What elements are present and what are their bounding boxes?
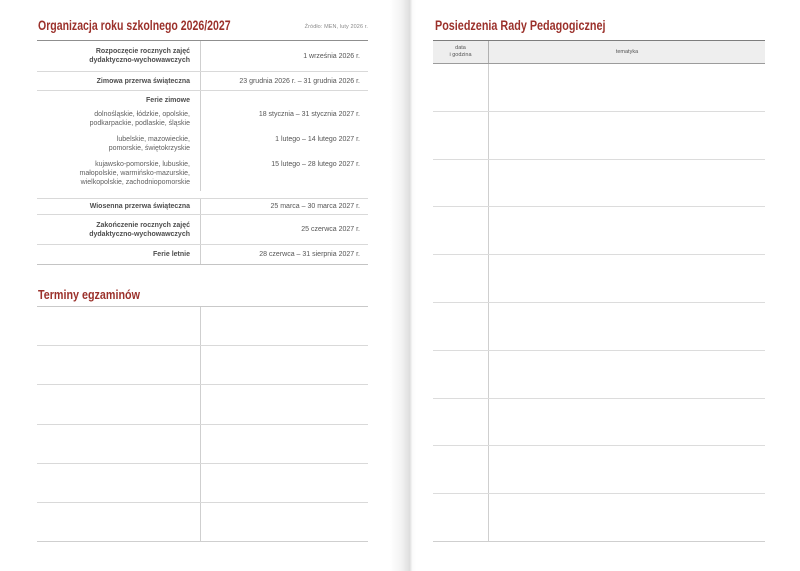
row-label-line: dydaktyczno-wychowawczych: [89, 57, 190, 64]
topic-column-header: tematyka: [488, 41, 765, 63]
schedule-row-ferie-letnie: [37, 245, 368, 265]
meeting-row: [433, 494, 765, 542]
row-label: Ferie letnie: [153, 251, 190, 258]
row-date: 25 czerwca 2027 r.: [301, 226, 360, 233]
row-date: 25 marca – 30 marca 2027 r.: [270, 203, 360, 210]
left-page-title: [38, 18, 285, 33]
region-group-cell: [37, 107, 200, 132]
exam-section-title-text: Terminy egzaminów: [38, 288, 140, 302]
exam-row-value-cell: [200, 307, 368, 345]
row-label-cell: [37, 199, 200, 214]
exam-row-label-cell: [37, 346, 200, 384]
schedule-row-wiosenna-przerwa: [37, 199, 368, 215]
row-label: Zimowa przerwa świąteczna: [96, 77, 190, 85]
row-label-line: Zakończenie rocznych zajęć: [96, 221, 190, 229]
meetings-table: [433, 40, 765, 542]
region-date-cell: [200, 107, 368, 132]
region-date-cell: [200, 157, 368, 191]
right-page-title-text: Posiedzenia Rady Pedagogicznej: [435, 18, 606, 33]
region-date-cell: [200, 132, 368, 157]
region-date: 15 lutego – 28 lutego 2027 r.: [271, 161, 360, 168]
left-page: [37, 0, 368, 571]
meeting-topic-cell: [488, 207, 765, 254]
meeting-date-cell: [433, 207, 488, 254]
winter-break-header-empty-cell: [200, 91, 368, 107]
region-line: dolnośląskie, łódzkie, opolskie,: [94, 111, 190, 118]
meeting-row: [433, 64, 765, 112]
row-label-cell: [37, 215, 200, 244]
exam-row-value-cell: [200, 503, 368, 541]
exam-table-row: [37, 346, 368, 385]
exam-section-title: [38, 288, 157, 302]
meeting-topic-cell: [488, 64, 765, 111]
winter-break-header-cell: [37, 91, 200, 107]
region-line: wielkopolskie, zachodniopomorskie: [80, 179, 190, 186]
source-note: Źródło: MEN, luty 2026 r.: [304, 24, 368, 30]
row-date: 28 czerwca – 31 sierpnia 2027 r.: [259, 251, 360, 258]
winter-break-header: Ferie zimowe: [146, 97, 190, 104]
meeting-topic-cell: [488, 351, 765, 398]
exam-row-value-cell: [200, 385, 368, 423]
exam-row-label-cell: [37, 503, 200, 541]
region-group-row: [37, 157, 368, 191]
exam-table-row: [37, 385, 368, 424]
region-line: lubelskie, mazowieckie,: [116, 136, 190, 143]
row-date: 1 września 2026 r.: [303, 52, 360, 60]
region-date: 18 stycznia – 31 stycznia 2027 r.: [258, 111, 360, 118]
row-label: Wiosenna przerwa świąteczna: [89, 203, 190, 210]
meeting-date-cell: [433, 446, 488, 493]
region-line: pomorskie, świętokrzyskie: [108, 145, 190, 152]
exam-row-label-cell: [37, 307, 200, 345]
row-date-cell: [200, 215, 368, 244]
region-group-row: [37, 132, 368, 157]
meetings-table-body: [433, 64, 765, 542]
exam-table-row: [37, 464, 368, 503]
region-line: małopolskie, warmińsko-mazurskie,: [79, 170, 190, 177]
exam-row-value-cell: [200, 425, 368, 463]
row-date-cell: [200, 245, 368, 264]
region-group-cell: [37, 132, 200, 157]
exam-row-value-cell: [200, 464, 368, 502]
meeting-row: [433, 255, 765, 303]
date-time-header-line: i godzina: [449, 52, 472, 58]
meeting-row: [433, 112, 765, 160]
row-label-cell: [37, 72, 200, 90]
row-label-cell: [37, 245, 200, 264]
exam-row-label-cell: [37, 464, 200, 502]
region-group-cell: [37, 157, 200, 191]
row-date-cell: [200, 199, 368, 214]
meeting-topic-cell: [488, 399, 765, 446]
meeting-date-cell: [433, 255, 488, 302]
row-label-cell: [37, 41, 200, 71]
meeting-topic-cell: [488, 255, 765, 302]
meeting-topic-cell: [488, 160, 765, 207]
date-time-column-header: [433, 41, 488, 63]
region-line: kujawsko-pomorskie, lubuskie,: [95, 161, 190, 168]
meeting-date-cell: [433, 303, 488, 350]
meeting-date-cell: [433, 494, 488, 541]
date-time-header-line: data: [455, 45, 466, 51]
meeting-row: [433, 351, 765, 399]
row-label-line: Rozpoczęcie rocznych zajęć: [95, 48, 190, 55]
meeting-row: [433, 160, 765, 208]
exam-row-label-cell: [37, 425, 200, 463]
row-date-cell: [200, 72, 368, 90]
region-date: 1 lutego – 14 lutego 2027 r.: [275, 136, 360, 143]
meeting-date-cell: [433, 160, 488, 207]
right-page-title: [435, 18, 648, 33]
exam-table-row: [37, 503, 368, 542]
page-gutter-shadow: [390, 0, 416, 571]
meeting-topic-cell: [488, 303, 765, 350]
exam-table-row: [37, 425, 368, 464]
region-group-row: [37, 107, 368, 132]
schedule-row-rozpoczecie: [37, 41, 368, 72]
meeting-topic-cell: [488, 494, 765, 541]
row-date-cell: [200, 41, 368, 71]
winter-break-header-row: [37, 91, 368, 107]
exam-row-value-cell: [200, 346, 368, 384]
row-label-line: dydaktyczno-wychowawczych: [89, 230, 190, 238]
meetings-header-row: [433, 40, 765, 64]
left-page-title-text: Organizacja roku szkolnego 2026/2027: [38, 18, 231, 33]
region-line: podkarpackie, podlaskie, śląskie: [89, 120, 190, 127]
meeting-row: [433, 399, 765, 447]
meeting-date-cell: [433, 64, 488, 111]
school-year-schedule-table: [37, 40, 368, 265]
meeting-date-cell: [433, 351, 488, 398]
meeting-date-cell: [433, 112, 488, 159]
meeting-row: [433, 446, 765, 494]
right-page: [433, 0, 765, 571]
schedule-row-zakonczenie: [37, 215, 368, 245]
meeting-date-cell: [433, 399, 488, 446]
exam-table-row: [37, 307, 368, 346]
schedule-row-ferie-zimowe: [37, 91, 368, 199]
meeting-topic-cell: [488, 446, 765, 493]
meeting-row: [433, 207, 765, 255]
meeting-row: [433, 303, 765, 351]
schedule-row-zimowa-przerwa: [37, 72, 368, 91]
meeting-topic-cell: [488, 112, 765, 159]
exam-dates-table: [37, 306, 368, 542]
exam-row-label-cell: [37, 385, 200, 423]
row-date: 23 grudnia 2026 r. – 31 grudnia 2026 r.: [239, 77, 360, 85]
